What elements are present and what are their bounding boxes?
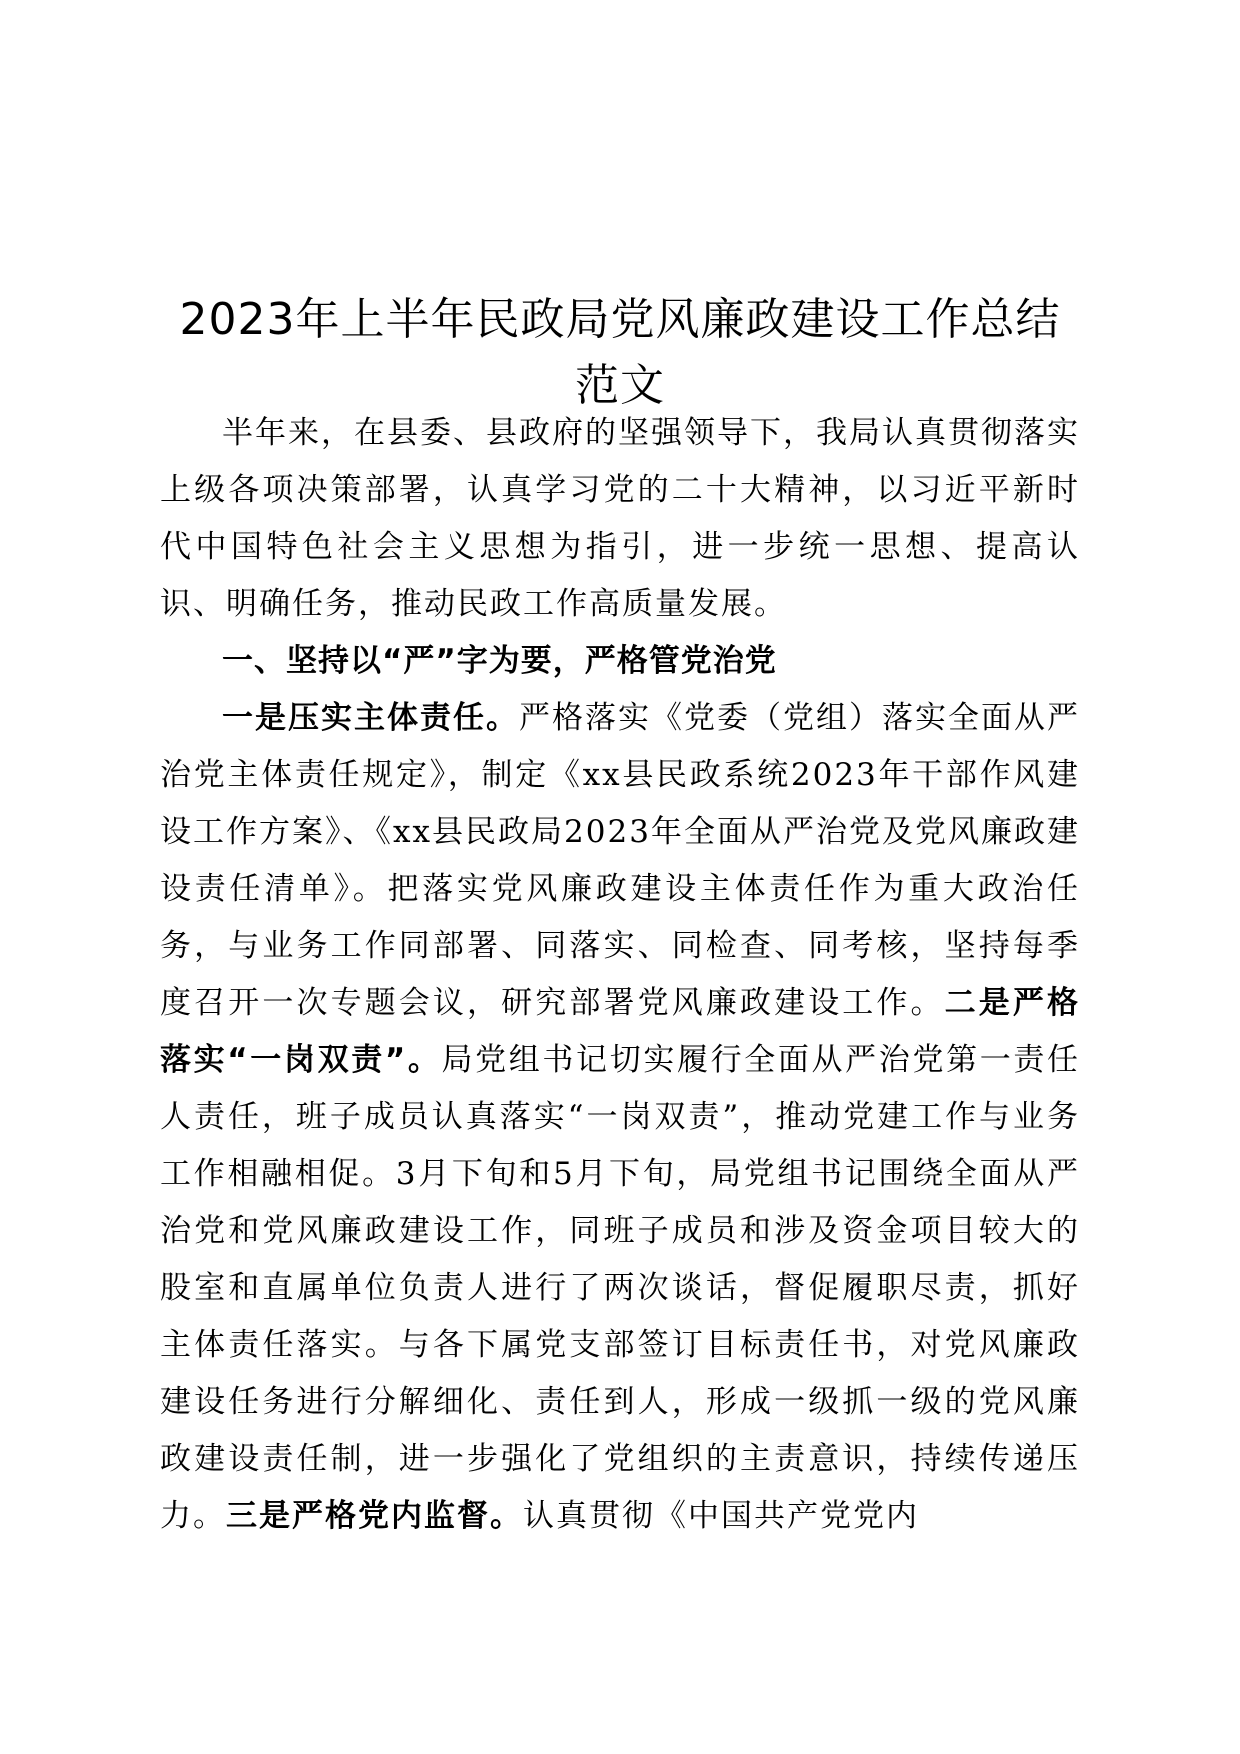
document-title — [150, 287, 1090, 419]
title-line-2: 范文 — [575, 360, 665, 412]
point-3-text: 认真贯彻《中国共产党党内 — [523, 1498, 919, 1534]
point-2-lead: 二是严格落实“一岗双责”。 — [160, 985, 1081, 1078]
document-body — [160, 405, 1080, 1545]
section-heading-1: 一、坚持以“严”字为要，严格管党治党 — [222, 643, 777, 679]
point-3-lead: 三是严格党内监督。 — [226, 1498, 523, 1534]
point-1-lead: 一是压实主体责任。 — [222, 700, 519, 736]
section-1-paragraph — [160, 690, 1080, 1545]
point-1-text: 严格落实《党委（党组）落实全面从严治党主体责任规定》，制定《xx县民政系统2023年干部作风建设工作方案》、《xx县民政局2023年全面从严治党及党风廉政建设责任清单》。把落实党风廉政建设主体责任作为重大政治任务，与业务工作同部署、同落实、同检查、同考核，坚持每季度召开一次专题会议，研究部署党风廉政建设工作。 — [160, 700, 1080, 1021]
intro-paragraph: 半年来，在县委、县政府的坚强领导下，我局认真贯彻落实上级各项决策部署，认真学习党的二十大精神，以习近平新时代中国特色社会主义思想为指引，进一步统一思想、提高认识、明确任务，推动民政工作高质量发展。 — [160, 415, 1080, 622]
point-2-text: 局党组书记切实履行全面从严治党第一责任人责任，班子成员认真落实“一岗双责”，推动党建工作与业务工作相融相促。3月下旬和5月下旬，局党组书记围绕全面从严治党和党风廉政建设工作，同班子成员和涉及资金项目较大的股室和直属单位负责人进行了两次谈话，督促履职尽责，抓好主体责任落实。与各下属党支部签订目标责任书，对党风廉政建设任务进行分解细化、责任到人，形成一级抓一级的党风廉政建设责任制，进一步强化了党组织的主责意识，持续传递压力。 — [160, 1042, 1080, 1534]
title-line-1: 2023年上半年民政局党风廉政建设工作总结 — [179, 294, 1061, 346]
